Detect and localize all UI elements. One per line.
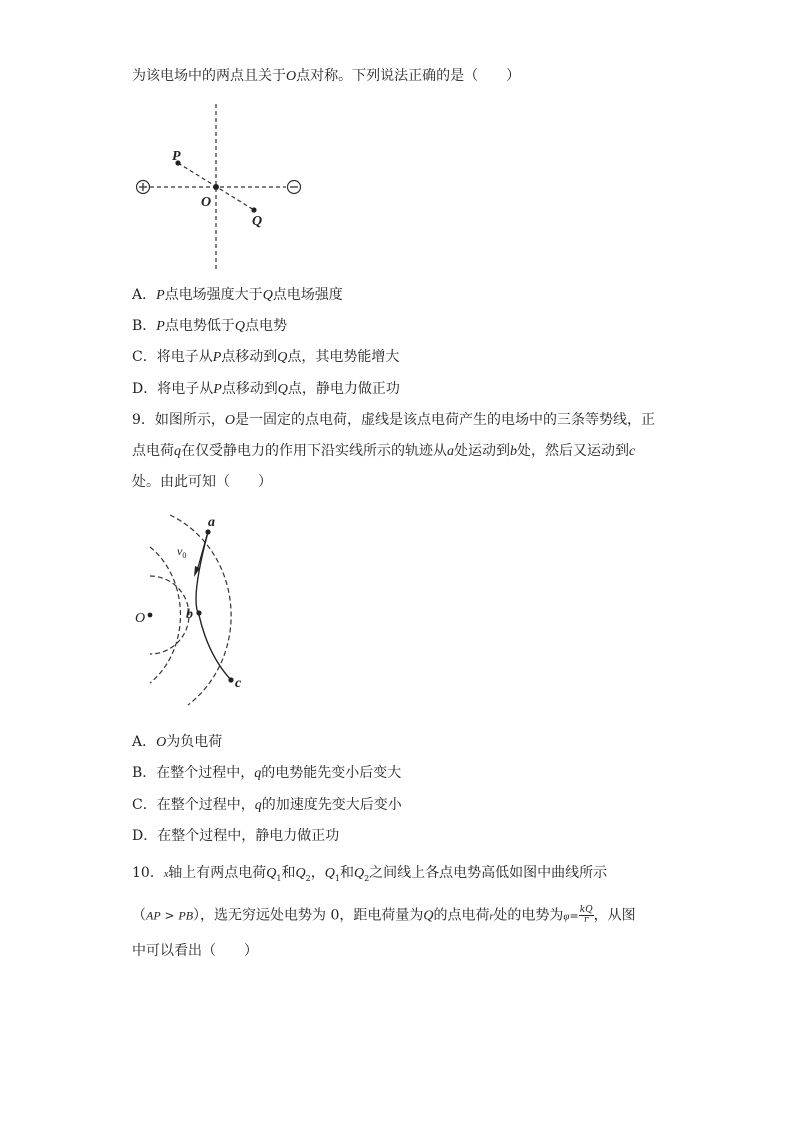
q9-figure [128,505,268,710]
q8-option-d[interactable]: D．将电子从P点移动到Q点，静电力做正功 [132,381,400,397]
q9-option-b[interactable]: B．在整个过程中，q的电势能先变小后变大 [132,765,402,781]
point-b [196,610,201,615]
q9-option-c[interactable]: C．在整个过程中，q的加速度先变大后变小 [132,797,402,813]
point-a [205,529,210,534]
equipotential-inner [150,576,189,654]
label-v0: $v_0$ [177,544,187,560]
q8-option-c[interactable]: C．将电子从P点移动到Q点，其电势能增大 [132,349,400,365]
label-a: a [208,515,215,530]
label-b: b [186,607,193,622]
equipotential-middle [150,547,180,683]
q10-stem-line2: （AP > PB），选无穷远处电势为 0，距电荷量为Q的点电荷r处的电势为φ= $\frac{kQ}{r}$ ，从图 [132,905,636,925]
q9-option-a[interactable]: A．O为负电荷 [132,734,223,750]
q9-stem-line1: 9．如图所示，O是一固定的点电荷，虚线是该点电荷产生的电场中的三条等势线，正 [132,412,656,428]
label-c: c [235,676,242,691]
point-q [251,207,256,212]
q8-stem-text-2: 点对称。下列说法正确的是（ ） [296,68,521,84]
formula-fraction: $\frac{kQ}{r}$ [579,905,593,925]
q8-figure [128,98,308,273]
q8-stem [132,67,520,86]
label-o: O [201,195,212,210]
q8-option-b[interactable]: B．P点电势低于Q点电势 [132,318,287,334]
q9-stem-line3: 处。由此可知（ ） [132,474,272,490]
point-o [213,184,219,190]
v0-arrow [197,535,207,571]
q9-option-d[interactable]: D．在整个过程中，静电力做正功 [132,828,340,844]
q8-option-a[interactable]: A．P点电场强度大于Q点电场强度 [132,287,343,303]
charge-o [148,613,153,618]
q8-stem-text: 为该电场中的两点且关于 [132,68,286,84]
label-q: Q [252,214,263,229]
q9-stem-line2: 点电荷q在仅受静电力的作用下沿实线所示的轨迹从a处运动到b处，然后又运动到c [132,443,636,459]
label-p: P [172,149,181,164]
point-c [228,677,233,682]
q10-stem-line1: 10．x轴上有两点电荷$Q_1$和$Q_2$，$Q_1$和$Q_2$之间线上各点电势高低如图中曲线所示 [132,865,608,883]
q8-stem-o: O [286,69,297,84]
label-o: O [135,611,146,626]
q10-stem-line3: 中可以看出（ ） [132,943,258,959]
